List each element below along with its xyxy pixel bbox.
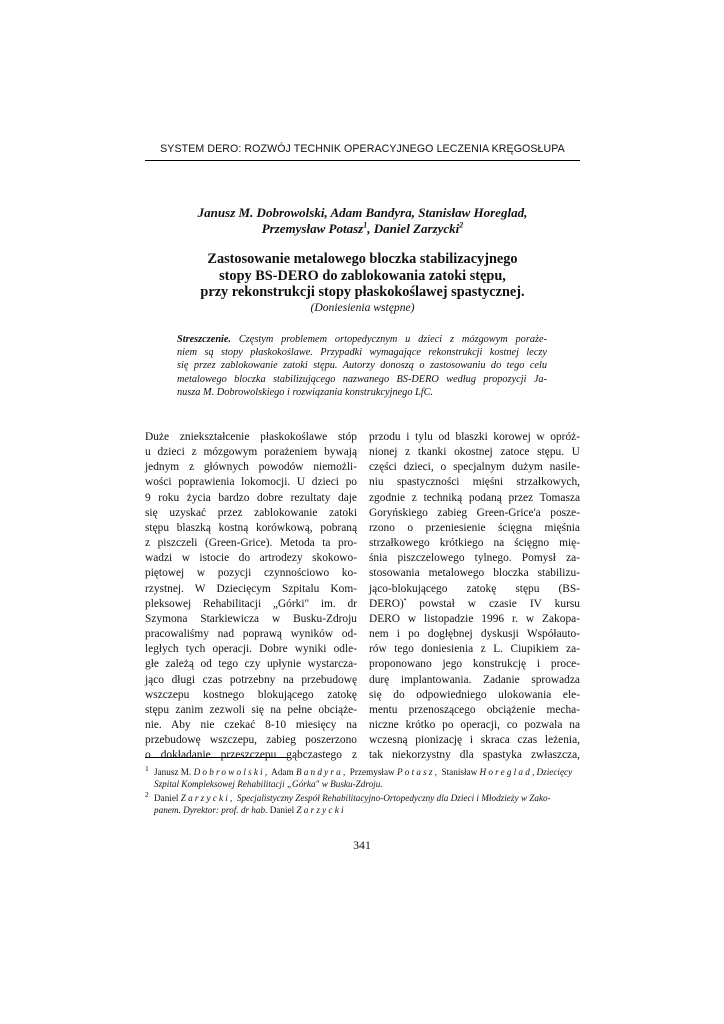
text-line: niczne krótko po operacji, co pozwala na [369,718,580,731]
text-line: stosowania metalowego bloczka stabilizu- [369,567,580,580]
text-line: pracowaliśmy nad poprawą wyników od- [145,628,357,641]
abstract-line: się przez zablokowanie zatoki stępu. Autorzy donoszą o zastosowaniu do tego celu [177,360,547,372]
title-line-3: przy rekonstrukcji stopy płaskokoślawej spastycznej. [200,284,525,301]
text-line: głe zależą od tego czy upłynie wystarcza- [145,658,357,671]
text-line: Szymona Starkiewicza w Busku-Zdroju [145,612,357,625]
text-line: pleksowej Rehabilitacji „Górki" im. dr [145,597,357,610]
abstract [177,333,547,399]
text-line: zgodnie z techniką podaną przez Tomasza [369,491,580,504]
footnote-1: 1 Janusz M. Dobrowolski, Adam Bandyra, Przemysław Potasz, Stanisław Horeglad,Dziecięcy Szpital Kompleksowej Rehabilitacji „Górka" w Busku-Zdroju. [145,764,573,790]
footnote-2: 2 Daniel Zarzycki, Specjalistyczny Zespół Rehabilitacyjno-Ortopedyczny dla Dzieci i Młodzieży w Zako- panem. Dyrektor: prof. dr hab. Daniel Zarzycki [145,789,551,816]
text-line: się do odpowiedniego ulokowania ele- [369,688,580,701]
authors [160,205,565,237]
text-line: przebudowę wszczepu, zabieg poszerzono [145,734,357,747]
text-line: strzałkowego krótkiego na ścięgno mię- [369,537,580,550]
text-line: niu spastyczności mięśni strzałkowych, [369,476,580,489]
text-line: się uzyskać przez zablokowanie zatoki [145,506,357,519]
text-line: tak niekorzystny dla spastyka zwłaszcza, [369,749,580,762]
text-line: DERO)• powstał w czasie IV kursu [369,595,580,610]
text-line: śnia piszczelowego tylnego. Pomysł za- [369,552,580,565]
abstract-line: Streszczenie. Częstym problemem ortopedycznym u dzieci z mózgowym poraże- [177,334,547,345]
text-line: nie. Aby nie czekać 8-10 miesięcy na [145,718,357,731]
abstract-line: nusza M. Dobrowolskiego i rozwiązania konstrukcyjnego LfC. [177,386,434,398]
text-line: stępu zanim zezwoli się na pełne obciąże- [145,703,357,716]
text-line: wadzi w istocie do artrodezy skokowo- [145,552,357,565]
text-line: rzystnej. W Dziecięcym Szpitalu Kom- [145,582,357,595]
author-potasz: Przemysław Potasz [261,221,364,236]
abstract-line: niem są stopy płaskokoślawe. Przypadki wymagające rekonstrukcji kostnej leczy [177,347,547,359]
page-number: 341 [353,838,371,852]
footnote-ref-1: 1 [363,220,368,230]
text-line: wszczepu kostnego blokującego zatokę [145,688,357,701]
text-line: z piszczeli (Green-Grice). Metoda ta pro- [145,537,357,550]
abstract-line: metalowego bloczka stabilizującego nazwanego BS-DERO według propozycji Ja- [177,373,547,385]
footnote-marker: • [403,595,407,604]
article-subtitle: (Doniesienia wstępne) [310,301,415,314]
text-line: wczesną pionizację i skraca czas leżenia, [369,734,580,747]
text-line: piętowej w pozycji czynnościowo ko- [145,567,357,580]
text-line: o dokładanie przeszczepu gąbczastego z [145,749,357,762]
author-zarzycki: , Daniel Zarzycki [367,221,460,236]
text-line: mentu przenoszącego obciążenie mecha- [369,703,580,716]
title-line-2: stopy BS-DERO do zablokowania zatoki stępu, [219,267,506,284]
text-line: rów tego doniesienia z L. Ciupikiem za- [369,643,580,656]
footnote-rule [145,757,291,758]
abstract-label: Streszczenie. [177,334,232,345]
text-line: nionej z tkanki okostnej zatoce stępu. U [369,446,580,459]
text-line: rzono o przeniesienie ścięgna mięśnia [369,521,580,534]
text-line: jednym z głównych powodów niemożli- [145,461,357,474]
text-line: ległych tych operacji. Dobre wyniki odle- [145,643,357,656]
text-line: Goryńskiego zabieg Green-Grice'a posze- [369,506,580,519]
text-line: wości poprawienia lokomocji. U dzieci po [145,476,357,489]
footnote-ref-2: 2 [459,220,464,230]
authors-line-2 [160,221,565,237]
body-column-right [369,430,580,763]
article-title [160,251,565,301]
text-line: jąco długi czas potrzebny na przebudowę [145,673,357,686]
text-line: stępu blaszką kostną korówkową, pobraną [145,521,357,534]
text-line: przodu i tylu od blaszki korowej w opróż- [369,431,580,443]
text-line: proponowano jego konstrukcję i proce- [369,658,580,671]
body-column-left [145,430,357,763]
text-line: 9 roku życia bardzo dobre rezultaty daje [145,491,357,504]
footnotes [145,766,580,818]
header-rule [145,160,580,161]
footnote-number: 2 [145,789,149,799]
text-line: nem i po dogłębnej dyskusji Współauto- [369,628,580,641]
text-line: u dzieci z mózgowym porażeniem bywają [145,446,357,459]
authors-line-1: Janusz M. Dobrowolski, Adam Bandyra, Stanisław Horeglad, [197,205,528,220]
text-line: Duże zniekształcenie płaskokoślawe stóp [145,431,357,443]
footnote-number: 1 [145,764,149,773]
text-line: jąco-blokującego zatokę stępu (BS- [369,582,580,595]
text-line: DERO w listopadzie 1996 r. w Zakopa- [369,612,580,625]
running-header: SYSTEM DERO: ROZWÓJ TECHNIK OPERACYJNEGO LECZENIA KRĘGOSŁUPA [160,143,565,155]
title-line-1: Zastosowanie metalowego bloczka stabilizacyjnego [207,251,518,267]
text-line: części dzieci, o specjalnym dużym nasile- [369,461,580,474]
text-line: durę implantowania. Zadanie sprowadza [369,673,580,686]
